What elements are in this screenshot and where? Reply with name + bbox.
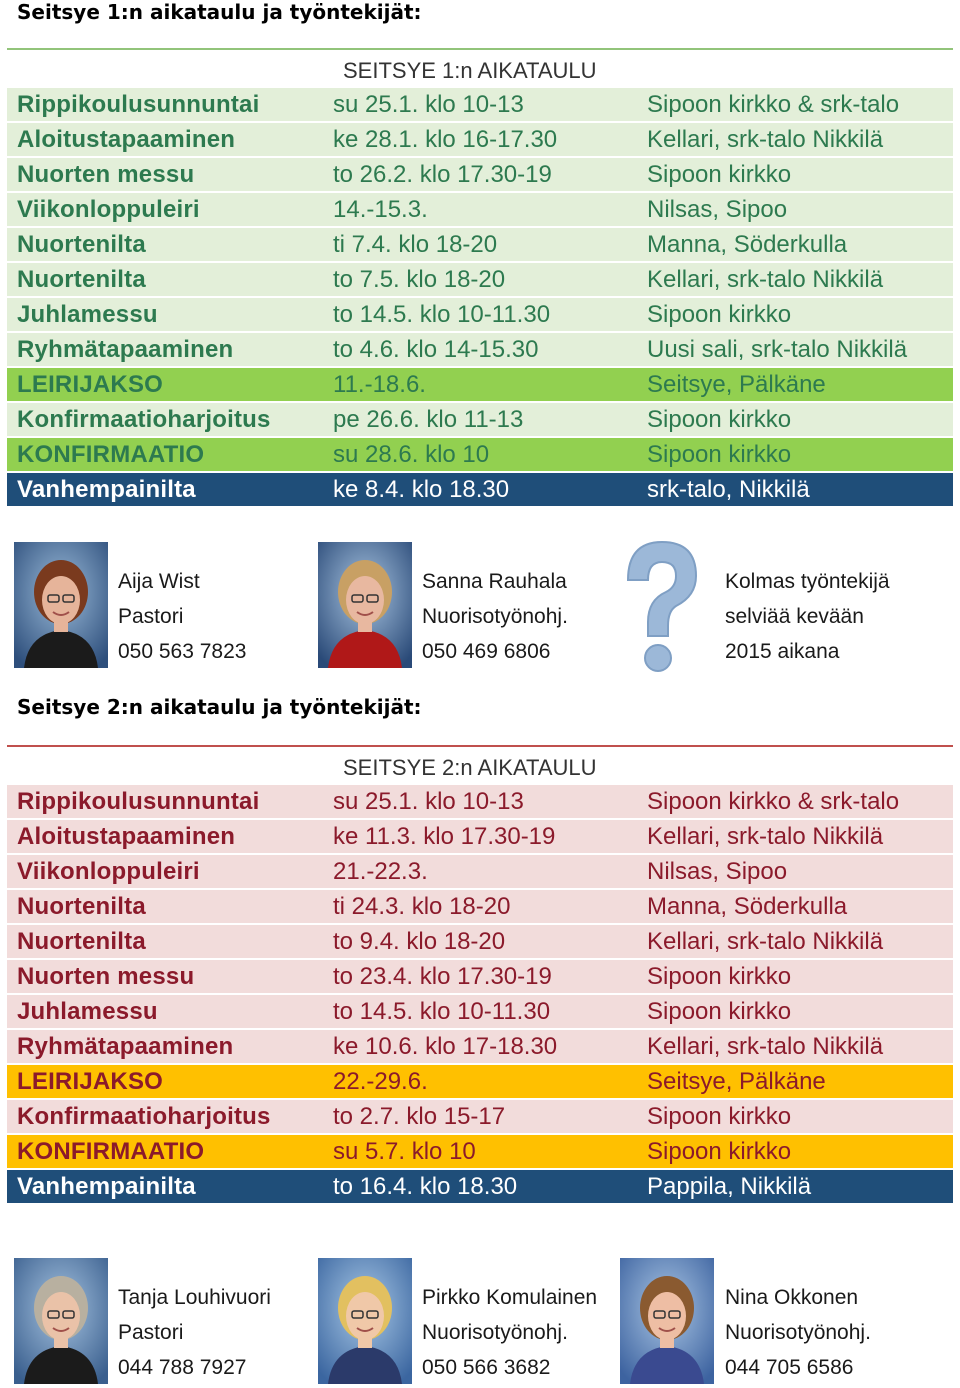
row-event: Nuortenilta	[17, 928, 146, 955]
row-time: to 26.2. klo 17.30-19	[333, 161, 552, 188]
row-place: Sipoon kirkko	[647, 963, 792, 990]
portrait-photo	[318, 542, 412, 668]
table-row	[7, 438, 953, 471]
staff-name: Kolmas työntekijä	[725, 570, 890, 593]
row-place: Kellari, srk-talo Nikkilä	[647, 823, 884, 850]
section1-rule	[7, 48, 953, 50]
staff-role: selviää kevään	[725, 605, 864, 628]
table-row	[7, 298, 953, 331]
portrait-photo	[14, 542, 108, 668]
row-time: to 23.4. klo 17.30-19	[333, 963, 552, 990]
row-event: Viikonloppuleiri	[17, 858, 200, 885]
table-row	[7, 403, 953, 436]
row-time: ti 24.3. klo 18-20	[333, 893, 511, 920]
row-event: Aloitustapaaminen	[17, 126, 236, 153]
row-time: to 2.7. klo 15-17	[333, 1103, 506, 1130]
row-event: Nuortenilta	[17, 893, 146, 920]
table-row	[7, 1065, 953, 1098]
table-row	[7, 1100, 953, 1133]
row-event: LEIRIJAKSO	[17, 371, 164, 398]
staff-name: Tanja Louhivuori	[118, 1286, 271, 1309]
question-mark-icon	[610, 534, 710, 684]
table-row	[7, 193, 953, 226]
table-row	[7, 820, 953, 853]
row-place: Nilsas, Sipoo	[647, 858, 788, 885]
row-place: Kellari, srk-talo Nikkilä	[647, 126, 884, 153]
row-place: Pappila, Nikkilä	[647, 1173, 812, 1200]
table-row	[7, 1135, 953, 1168]
row-time: 14.-15.3.	[333, 196, 428, 223]
schedule-table-1	[7, 53, 953, 508]
row-event: Vanhempainilta	[17, 476, 196, 503]
staff-role: Pastori	[118, 1321, 184, 1344]
row-time: pe 26.6. klo 11-13	[333, 406, 524, 433]
table-row	[7, 1170, 953, 1203]
row-event: Rippikoulusunnuntai	[17, 91, 260, 118]
row-place: Seitsye, Pälkäne	[647, 1068, 826, 1095]
row-event: KONFIRMAATIO	[17, 441, 205, 468]
row-event: Juhlamessu	[17, 301, 158, 328]
row-place: srk-talo, Nikkilä	[647, 476, 810, 503]
row-place: Sipoon kirkko & srk-talo	[647, 91, 900, 118]
row-place: Sipoon kirkko	[647, 998, 792, 1025]
table-row	[7, 925, 953, 958]
table-row	[7, 333, 953, 366]
row-place: Manna, Söderkulla	[647, 231, 848, 258]
row-time: to 7.5. klo 18-20	[333, 266, 506, 293]
row-time: to 16.4. klo 18.30	[333, 1173, 518, 1200]
row-time: ti 7.4. klo 18-20	[333, 231, 498, 258]
staff-name: Sanna Rauhala	[422, 570, 567, 593]
staff-phone: 044 788 7927	[118, 1356, 247, 1379]
row-event: Rippikoulusunnuntai	[17, 788, 260, 815]
row-time: 11.-18.6.	[333, 371, 426, 398]
row-time: ke 10.6. klo 17-18.30	[333, 1033, 558, 1060]
row-time: su 25.1. klo 10-13	[333, 788, 524, 815]
row-event: KONFIRMAATIO	[17, 1138, 205, 1165]
portrait-photo	[14, 1258, 108, 1384]
row-place: Manna, Söderkulla	[647, 893, 848, 920]
table-row	[7, 995, 953, 1028]
section2-rule	[7, 745, 953, 747]
table-row	[7, 123, 953, 156]
row-event: Aloitustapaaminen	[17, 823, 236, 850]
row-time: 22.-29.6.	[333, 1068, 428, 1095]
table-row	[7, 890, 953, 923]
row-event: Konfirmaatioharjoitus	[17, 1103, 271, 1130]
row-time: to 14.5. klo 10-11.30	[333, 998, 551, 1025]
row-time: su 5.7. klo 10	[333, 1138, 476, 1165]
row-time: ke 28.1. klo 16-17.30	[333, 126, 558, 153]
schedule-table-2	[7, 750, 953, 1205]
row-event: Konfirmaatioharjoitus	[17, 406, 271, 433]
table-title: SEITSYE 2:n AIKATAULU	[343, 755, 597, 780]
row-place: Sipoon kirkko	[647, 1138, 792, 1165]
section2-heading: Seitsye 2:n aikataulu ja työntekijät:	[17, 695, 422, 719]
staff-phone: 2015 aikana	[725, 640, 840, 663]
section1-heading: Seitsye 1:n aikataulu ja työntekijät:	[17, 0, 422, 24]
staff-name: Aija Wist	[118, 570, 200, 593]
table-row	[7, 368, 953, 401]
row-event: Viikonloppuleiri	[17, 196, 200, 223]
table-row	[7, 228, 953, 261]
table-row	[7, 88, 953, 121]
row-place: Sipoon kirkko	[647, 161, 792, 188]
table-row	[7, 1030, 953, 1063]
row-place: Kellari, srk-talo Nikkilä	[647, 1033, 884, 1060]
table-row	[7, 263, 953, 296]
row-time: su 25.1. klo 10-13	[333, 91, 524, 118]
row-place: Seitsye, Pälkäne	[647, 371, 826, 398]
staff-phone: 050 566 3682	[422, 1356, 551, 1379]
row-event: Ryhmätapaaminen	[17, 1033, 234, 1060]
row-event: Nuorten messu	[17, 963, 195, 990]
staff-phone: 050 563 7823	[118, 640, 247, 663]
staff-role: Pastori	[118, 605, 184, 628]
staff-phone: 050 469 6806	[422, 640, 551, 663]
row-place: Sipoon kirkko	[647, 301, 792, 328]
row-place: Kellari, srk-talo Nikkilä	[647, 266, 884, 293]
row-time: ke 11.3. klo 17.30-19	[333, 823, 556, 850]
row-event: Juhlamessu	[17, 998, 158, 1025]
row-event: Nuortenilta	[17, 231, 146, 258]
row-place: Sipoon kirkko & srk-talo	[647, 788, 900, 815]
row-place: Sipoon kirkko	[647, 441, 792, 468]
staff-role: Nuorisotyönohj.	[422, 1321, 568, 1344]
row-place: Nilsas, Sipoo	[647, 196, 788, 223]
row-place: Sipoon kirkko	[647, 406, 792, 433]
row-place: Sipoon kirkko	[647, 1103, 792, 1130]
staff-name: Nina Okkonen	[725, 1286, 859, 1309]
staff-phone: 044 705 6586	[725, 1356, 854, 1379]
table-row	[7, 473, 953, 506]
portrait-photo	[318, 1258, 412, 1384]
row-time: su 28.6. klo 10	[333, 441, 490, 468]
staff-name: Pirkko Komulainen	[422, 1286, 598, 1309]
row-time: to 9.4. klo 18-20	[333, 928, 506, 955]
row-place: Kellari, srk-talo Nikkilä	[647, 928, 884, 955]
portrait-photo	[620, 1258, 714, 1384]
row-time: to 4.6. klo 14-15.30	[333, 336, 539, 363]
row-event: Vanhempainilta	[17, 1173, 196, 1200]
row-time: to 14.5. klo 10-11.30	[333, 301, 551, 328]
row-time: ke 8.4. klo 18.30	[333, 476, 510, 503]
row-place: Uusi sali, srk-talo Nikkilä	[647, 336, 908, 363]
row-event: Nuortenilta	[17, 266, 146, 293]
row-time: 21.-22.3.	[333, 858, 428, 885]
staff-role: Nuorisotyönohj.	[725, 1321, 871, 1344]
table-row	[7, 855, 953, 888]
table-title: SEITSYE 1:n AIKATAULU	[343, 58, 597, 83]
table-row	[7, 785, 953, 818]
table-row	[7, 960, 953, 993]
row-event: Ryhmätapaaminen	[17, 336, 234, 363]
row-event: LEIRIJAKSO	[17, 1068, 164, 1095]
table-row	[7, 158, 953, 191]
row-event: Nuorten messu	[17, 161, 195, 188]
staff-role: Nuorisotyönohj.	[422, 605, 568, 628]
